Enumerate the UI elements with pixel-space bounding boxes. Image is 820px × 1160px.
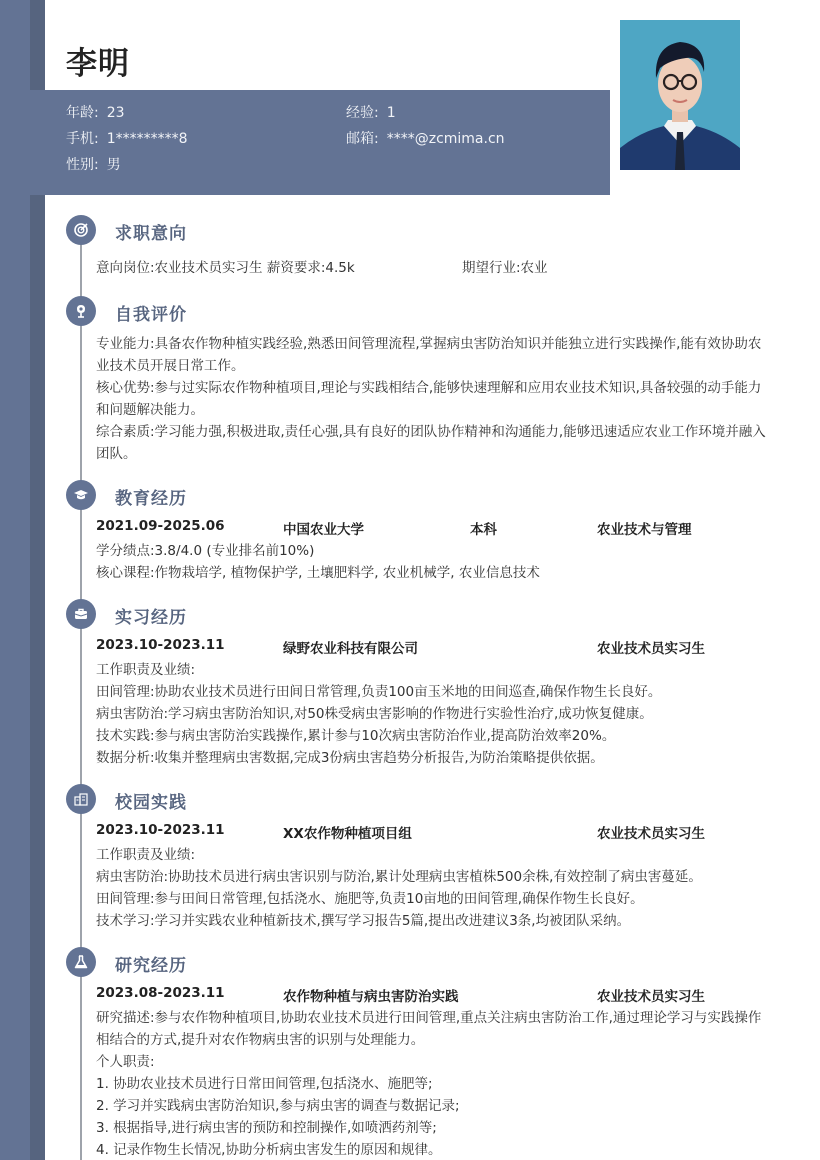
research-line: 1. 协助农业技术员进行日常田间管理,包括浇水、施肥等; <box>96 1076 433 1092</box>
phone-label: 手机: <box>66 131 99 147</box>
timeline-line <box>80 230 82 1160</box>
target-icon <box>66 215 96 245</box>
education-gpa: 学分绩点:3.8/4.0 (专业排名前10%) <box>96 543 315 559</box>
section-title-campus: 校园实践 <box>115 793 187 813</box>
campus-line: 工作职责及业绩: <box>96 847 196 863</box>
section-title-intent: 求职意向 <box>115 224 187 244</box>
research-project: 农作物种植与病虫害防治实践 <box>283 989 459 1005</box>
section-title-internship: 实习经历 <box>115 608 187 628</box>
award-icon <box>66 296 96 326</box>
experience-field <box>346 102 396 122</box>
campus-date: 2023.10-2023.11 <box>96 822 225 838</box>
self-eval-paragraph: 核心优势:参与过实际农作物种植项目,理论与实践相结合,能够快速理解和应用农业技术知识,具备较强的动手能力和问题解决能力。 <box>96 380 762 418</box>
graduation-cap-icon <box>66 480 96 510</box>
age-field <box>66 102 125 122</box>
education-degree: 本科 <box>470 522 497 538</box>
research-description: 研究描述:参与农作物种植项目,协助农业技术员进行田间管理,重点关注病虫害防治工作,通过理论学习与实践操作相结合的方式,提升对农作物病虫害的识别与处理能力。 <box>96 1010 762 1048</box>
campus-line: 田间管理:参与田间日常管理,包括浇水、施肥等,负责10亩地的田间管理,确保作物生长良好。 <box>96 891 644 907</box>
internship-line: 病虫害防治:学习病虫害防治知识,对50株受病虫害影响的作物进行实验性治疗,成功恢复健康。 <box>96 706 653 722</box>
portrait-illustration <box>620 20 740 170</box>
experience-label: 经验: <box>346 105 379 121</box>
experience-value: 1 <box>386 105 396 121</box>
research-line: 个人职责: <box>96 1054 155 1070</box>
basic-info-panel <box>30 90 610 195</box>
section-title-self-eval: 自我评价 <box>115 305 187 325</box>
age-value: 23 <box>106 105 125 121</box>
internship-role: 农业技术员实习生 <box>597 641 705 657</box>
self-eval-paragraph: 综合素质:学习能力强,积极进取,责任心强,具有良好的团队协作精神和沟通能力,能够迅速适应农业工作环境并融入团队。 <box>96 424 766 462</box>
briefcase-icon <box>66 599 96 629</box>
internship-line: 工作职责及业绩: <box>96 662 196 678</box>
research-line: 3. 根据指导,进行病虫害的预防和控制操作,如喷洒药剂等; <box>96 1120 437 1136</box>
intent-position-salary: 意向岗位:农业技术员实习生 薪资要求:4.5k <box>96 260 355 276</box>
campus-line: 病虫害防治:协助技术员进行病虫害识别与防治,累计处理病虫害植株500余株,有效控制了病虫害蔓延。 <box>96 869 702 885</box>
research-date: 2023.08-2023.11 <box>96 985 225 1001</box>
education-courses: 核心课程:作物栽培学, 植物保护学, 土壤肥料学, 农业机械学, 农业信息技术 <box>96 565 540 581</box>
internship-date: 2023.10-2023.11 <box>96 637 225 653</box>
gender-field <box>66 154 121 174</box>
intent-industry: 期望行业:农业 <box>462 260 548 276</box>
education-school: 中国农业大学 <box>283 522 364 538</box>
gender-label: 性别: <box>66 157 99 173</box>
email-value: ****@zcmima.cn <box>386 131 505 147</box>
section-title-research: 研究经历 <box>115 956 187 976</box>
internship-line: 数据分析:收集并整理病虫害数据,完成3份病虫害趋势分析报告,为防治策略提供依据。 <box>96 750 604 766</box>
building-icon <box>66 784 96 814</box>
phone-field <box>66 128 188 148</box>
section-title-education: 教育经历 <box>115 489 187 509</box>
campus-line: 技术学习:学习并实践农业种植新技术,撰写学习报告5篇,提出改进建议3条,均被团队采纳。 <box>96 913 631 929</box>
gender-value: 男 <box>106 157 121 173</box>
research-role: 农业技术员实习生 <box>597 989 705 1005</box>
self-eval-paragraph: 专业能力:具备农作物种植实践经验,熟悉田间管理流程,掌握病虫害防治知识并能独立进行实践操作,能有效协助农业技术员开展日常工作。 <box>96 336 762 374</box>
profile-photo <box>620 20 740 170</box>
education-date: 2021.09-2025.06 <box>96 518 225 534</box>
email-label: 邮箱: <box>346 131 379 147</box>
candidate-name: 李明 <box>66 46 130 82</box>
research-line: 2. 学习并实践病虫害防治知识,参与病虫害的调查与数据记录; <box>96 1098 460 1114</box>
age-label: 年龄: <box>66 105 99 121</box>
email-field <box>346 128 505 148</box>
education-major: 农业技术与管理 <box>597 522 692 538</box>
phone-value: 1*********8 <box>106 131 188 147</box>
internship-company: 绿野农业科技有限公司 <box>283 641 418 657</box>
internship-line: 田间管理:协助农业技术员进行田间日常管理,负责100亩玉米地的田间巡查,确保作物生长良好。 <box>96 684 662 700</box>
campus-role: 农业技术员实习生 <box>597 826 705 842</box>
research-line: 4. 记录作物生长情况,协助分析病虫害发生的原因和规律。 <box>96 1142 442 1158</box>
internship-line: 技术实践:参与病虫害防治实践操作,累计参与10次病虫害防治作业,提高防治效率20%。 <box>96 728 616 744</box>
campus-org: XX农作物种植项目组 <box>283 826 412 842</box>
flask-icon <box>66 947 96 977</box>
left-accent-strip <box>0 0 30 1160</box>
